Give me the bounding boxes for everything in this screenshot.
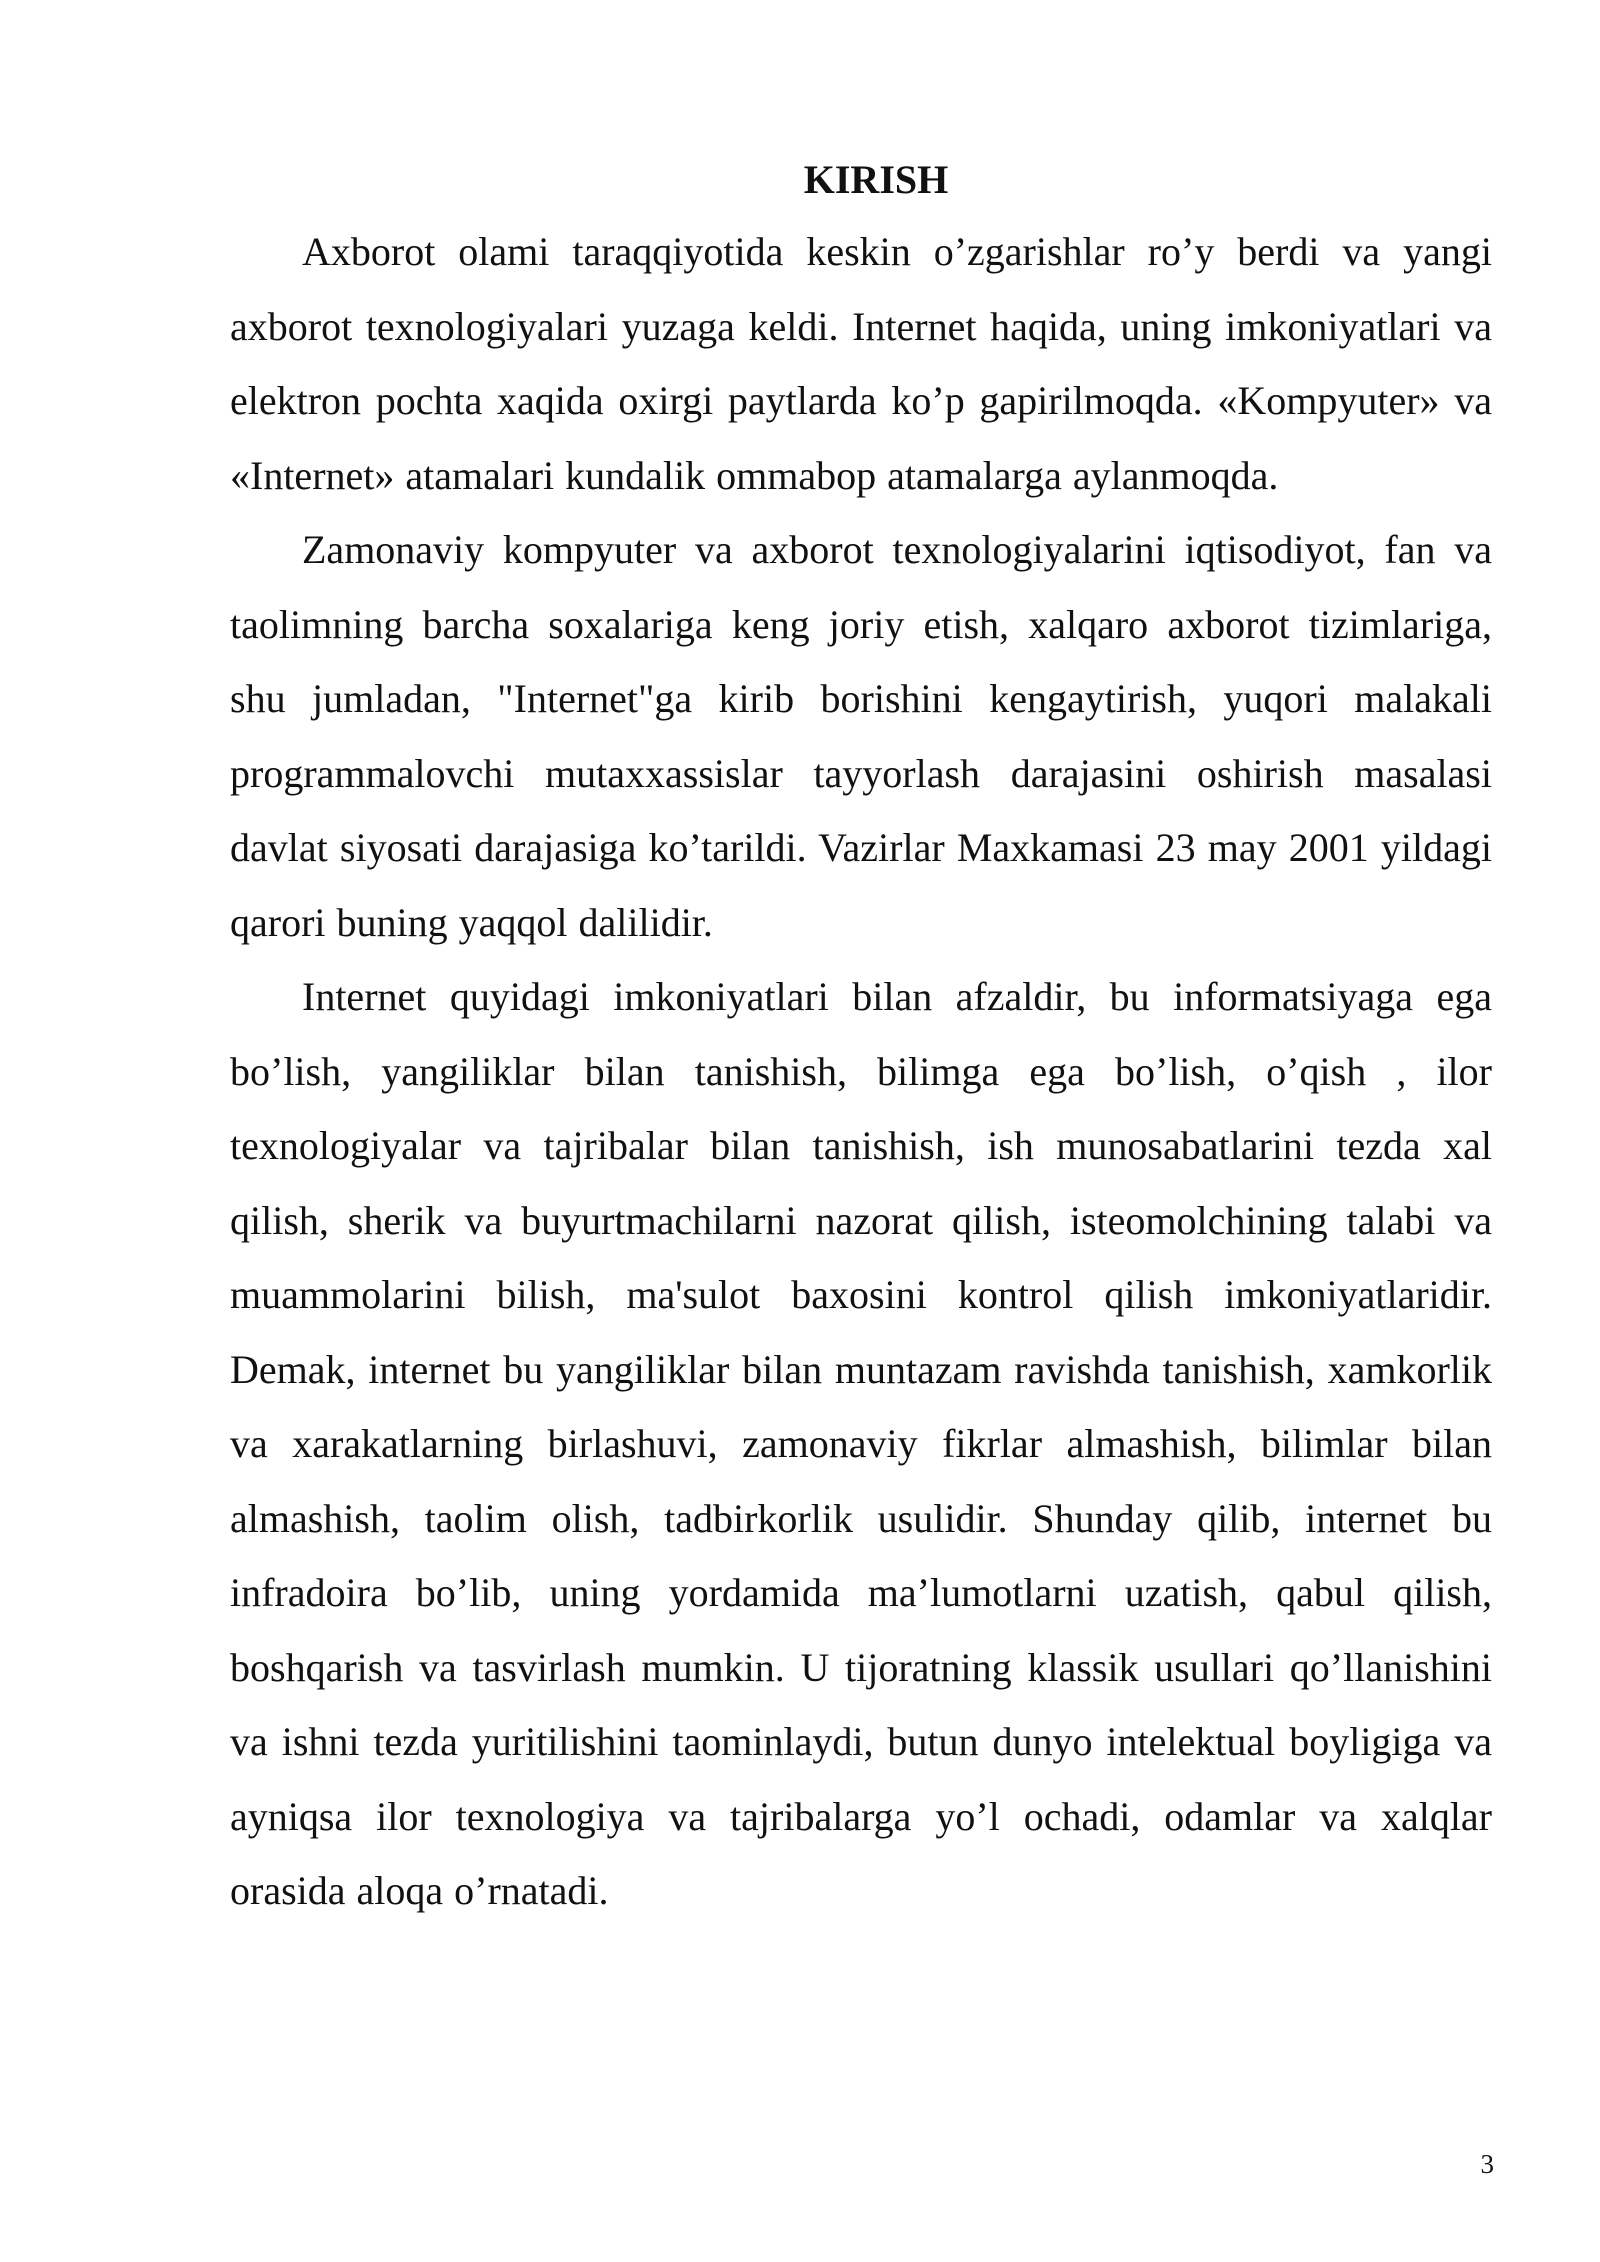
section-title: KIRISH [803, 157, 949, 202]
paragraph-3: Internet quyidagi imkoniyatlari bilan afzaldir, bu informatsiyaga ega bo’lish, yangiliklar bilan tanishish, bilimga ega bo’lish, o’qish , ilor texnologiyalar va tajribalar bilan tanishish, ish munosabatlarini tezda xal qilish, sherik va buyurtmachilarni nazorat qilish, isteomolchining talabi va muammolarini bilish, ma'sulot baxosini kontrol qilish imkoniyatlaridir. Demak, internet bu yangiliklar bilan muntazam ravishda tanishish, xamkorlik va xarakatlarning birlashuvi, zamonaviy fikrlar almashish, bilimlar bilan almashish, taolim olish, tadbirkorlik usulidir. Shunday qilib, internet bu infradoira bo’lib, uning yordamida ma’lumotlarni uzatish, qabul qilish, boshqarish va tasvirlash mumkin. U tijoratning klassik usullari qo’llanishini va ishni tezda yuritilishini taominlaydi, butun dunyo intelektual boyligiga va ayniqsa ilor texnologiya va tajribalarga yo’l ochadi, odamlar va xalqlar orasida aloqa o’rnatadi. [230, 974, 1492, 1913]
paragraph-2: Zamonaviy kompyuter va axborot texnologiyalarini iqtisodiyot, fan va taolimning barcha soxalariga keng joriy etish, xalqaro axborot tizimlariga, shu jumladan, "Internet"ga kirib borishini kengaytirish, yuqori malakali programmalovchi mutaxxassislar tayyorlash darajasini oshirish masalasi davlat siyosati darajasiga ko’tarildi. Vazirlar Maxkamasi 23 may 2001 yildagi qarori buning yaqqol dalilidir. [230, 527, 1492, 945]
paragraph-1: Axborot olami taraqqiyotida keskin o’zgarishlar ro’y berdi va yangi axborot texnologiyalari yuzaga keldi. Internet haqida, uning imkoniyatlari va elektron pochta xaqida oxirgi paytlarda ko’p gapirilmoqda. «Kompyuter» va «Internet» atamalari kundalik ommabop atamalarga aylanmoqda. [230, 229, 1492, 498]
page-number: 3 [1480, 2149, 1494, 2179]
page-content [230, 145, 1492, 1929]
